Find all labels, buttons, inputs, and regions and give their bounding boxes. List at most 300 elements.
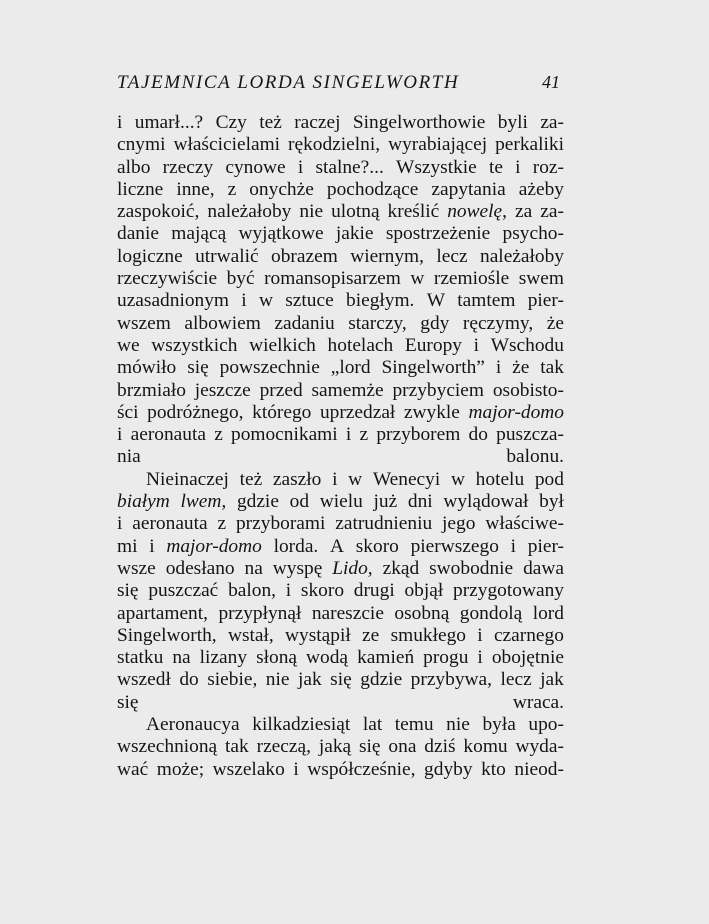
word: hotelu: [475, 468, 525, 490]
word: powszechnie: [219, 357, 320, 379]
word-group: [330, 669, 352, 691]
word: właściwe-: [485, 513, 564, 535]
word-group: [117, 647, 163, 669]
word: aeronauta: [132, 513, 208, 535]
word-group: [463, 313, 533, 335]
word-group: [213, 759, 285, 781]
word-group: [474, 335, 479, 357]
word-group: [411, 536, 499, 558]
word: i: [495, 357, 502, 379]
word: kreślić: [387, 201, 440, 223]
word: do: [468, 424, 488, 446]
word: wielu: [319, 491, 363, 513]
word-group: [117, 179, 163, 201]
word-group: [383, 558, 420, 580]
word: temu: [394, 714, 434, 736]
word-group: [354, 580, 395, 602]
word-group: [515, 201, 532, 223]
word-group: [173, 134, 280, 156]
word: lord: [532, 602, 564, 624]
word-group: [117, 669, 171, 691]
text-segment: nia balonu.: [117, 446, 564, 468]
word-group: [482, 714, 515, 736]
word: za-: [540, 201, 564, 223]
word-group: [535, 469, 564, 491]
word-group: [117, 223, 159, 245]
word: którego: [252, 401, 312, 423]
word: albowiem: [184, 312, 261, 334]
word-group: [249, 179, 314, 201]
word-group: [240, 469, 263, 491]
word-group: [117, 603, 208, 625]
word-group: [443, 491, 528, 513]
word: pod: [534, 468, 564, 490]
text-line: [117, 335, 564, 357]
word-group: [494, 625, 564, 647]
word-group: [117, 201, 199, 223]
word: liczne: [117, 178, 164, 200]
word: ze: [362, 624, 380, 646]
word-group: [285, 625, 351, 647]
text-line: [117, 246, 564, 268]
word-group: [266, 669, 290, 691]
text-line: [117, 536, 564, 558]
word: że: [512, 357, 530, 379]
word: uzasadnionym: [117, 290, 230, 312]
word-group: [519, 179, 564, 201]
word: się: [117, 580, 139, 602]
word-group: [298, 157, 303, 179]
word-group: [547, 313, 564, 335]
word: „lord: [330, 357, 371, 379]
word-group: [420, 313, 449, 335]
word-group: [514, 759, 564, 781]
word-group: [446, 714, 470, 736]
word-group: [172, 647, 190, 669]
italic-word: major-domo: [166, 535, 262, 557]
word: jak: [297, 669, 322, 691]
word-group: [348, 313, 407, 335]
word-group: [228, 580, 276, 602]
word: nieod-: [514, 758, 564, 780]
word: rękodzielni,: [288, 134, 381, 156]
word-group: [311, 380, 383, 402]
word: samemże: [311, 379, 384, 401]
word-group: [290, 491, 309, 513]
text-line: [117, 357, 564, 379]
word: nie: [299, 201, 324, 223]
word: rzeczy: [162, 156, 214, 178]
word: jaką: [318, 736, 352, 758]
word-group: [131, 424, 206, 446]
word-group: [320, 491, 363, 513]
word-group: [228, 625, 274, 647]
word: wyspę: [272, 557, 323, 579]
word-group: [523, 558, 564, 580]
word: utrwalić: [195, 245, 259, 267]
word: nie: [446, 714, 470, 736]
word: pier-: [527, 535, 564, 557]
word-group: [259, 290, 273, 312]
word: Wschodu: [490, 334, 564, 356]
word-group: [328, 335, 394, 357]
word: podróżnego,: [147, 401, 244, 423]
text-line: [117, 290, 564, 312]
word-group: [493, 380, 564, 402]
word: swem: [518, 268, 564, 290]
text-line: [117, 759, 564, 781]
word: pier-: [527, 290, 564, 312]
word: biegłym.: [346, 290, 415, 312]
word-group: [540, 112, 564, 134]
word-group: [301, 580, 344, 602]
word: raczej: [294, 112, 341, 133]
word: byli: [497, 112, 528, 133]
word: był: [539, 491, 564, 513]
word: jak: [540, 669, 564, 691]
word: komu: [463, 736, 508, 758]
word-group: [117, 380, 186, 402]
word-group: [117, 491, 170, 513]
paragraph: [117, 714, 564, 781]
word-group: [460, 603, 522, 625]
text-line: [117, 179, 564, 201]
book-page: [117, 72, 564, 781]
word-group: [319, 736, 351, 758]
word: Singelworth”: [381, 357, 485, 379]
word: pochodzące: [326, 178, 419, 200]
word-group: [404, 580, 443, 602]
text-line: [117, 157, 564, 179]
word: kilkadziesiąt: [252, 714, 351, 736]
word-group: [423, 647, 468, 669]
word: cnymi: [117, 134, 166, 156]
word-group: [218, 603, 301, 625]
running-head: [117, 72, 564, 102]
word: hotelach: [327, 334, 394, 356]
word-group: [225, 736, 249, 758]
word: umarł...?: [134, 112, 204, 133]
word: zatrudnieniu: [335, 513, 433, 535]
text-line: [117, 692, 564, 714]
word: inne,: [176, 178, 215, 200]
word: dziś: [424, 736, 456, 758]
word: w: [258, 290, 273, 312]
word-group: [236, 513, 325, 535]
word-group: [463, 736, 507, 758]
word: zaszło: [272, 468, 322, 490]
word: wiernym,: [350, 245, 424, 267]
word: z: [214, 424, 223, 446]
word: właścicielami: [173, 134, 281, 156]
word-group: [357, 647, 414, 669]
word: zwykle: [403, 401, 460, 423]
word: skoro: [300, 580, 345, 602]
word-group: [453, 580, 564, 602]
word: należałoby: [207, 201, 292, 223]
text-line: [117, 134, 564, 156]
word-group: [241, 290, 246, 312]
word-group: [315, 157, 383, 179]
word-group: [360, 669, 402, 691]
text-line: [117, 625, 564, 647]
word: też: [259, 112, 282, 133]
word-group: [392, 380, 484, 402]
word-group: [424, 736, 455, 758]
word: puszczać: [148, 580, 219, 602]
word-group: [489, 157, 503, 179]
word-group: [533, 603, 564, 625]
word-group: [117, 625, 217, 647]
word-group: [434, 268, 509, 290]
word-group: [117, 580, 139, 602]
word: Singelworth,: [117, 624, 217, 646]
word: wyda-: [515, 736, 564, 758]
word-group: [146, 469, 229, 491]
word-group: [457, 290, 515, 312]
word-group: [195, 380, 251, 402]
word: przybyciem: [392, 379, 484, 401]
word: od: [289, 491, 310, 513]
word: uprzedzał: [319, 401, 396, 423]
word: zadaniu: [274, 312, 335, 334]
word-group: [388, 736, 416, 758]
word-group: [200, 647, 247, 669]
word: w: [348, 468, 363, 490]
word-group: [117, 134, 165, 156]
word: się: [187, 357, 209, 379]
word: i: [293, 758, 299, 780]
word-group: [171, 223, 226, 245]
word: wać: [117, 758, 149, 780]
word-group: [442, 513, 475, 535]
word-group: [259, 112, 282, 134]
word: Singelworthowie: [352, 112, 486, 133]
word-group: [117, 558, 156, 580]
word-group: [515, 157, 520, 179]
word-group: [285, 290, 333, 312]
text-line: [117, 201, 564, 223]
word-group: [176, 179, 214, 201]
word: ażeby: [518, 178, 564, 200]
italic-word: białym: [117, 491, 170, 513]
word-group: [540, 357, 564, 379]
word: i: [473, 334, 480, 356]
word: Europy: [404, 334, 462, 356]
word: Czy: [215, 112, 247, 133]
word-group: [495, 134, 564, 156]
word: i: [285, 580, 292, 602]
word-group: [249, 335, 316, 357]
word: lat: [362, 714, 383, 736]
word: siebie,: [207, 669, 258, 691]
word-group: [227, 268, 255, 290]
word: smukłego: [390, 624, 466, 646]
text-line: [117, 669, 564, 691]
word-group: [348, 469, 362, 491]
word: brzmiało: [117, 379, 186, 401]
word: zkąd: [382, 557, 420, 579]
word: wyjątkowe: [238, 223, 324, 245]
word-group: [528, 290, 564, 312]
word: z: [227, 178, 237, 200]
word-group: [207, 201, 291, 223]
word-group: [166, 536, 262, 558]
text-line: [117, 469, 564, 491]
text-line: [117, 112, 564, 134]
word-group: [117, 246, 183, 268]
word: tamtem: [457, 290, 516, 312]
text-segment: się wraca.: [117, 691, 564, 713]
word: wystąpił: [285, 624, 351, 646]
word: skoro: [355, 535, 399, 557]
word-group: [346, 290, 414, 312]
word: Wenecyi: [372, 468, 441, 490]
word-group: [117, 112, 122, 134]
word-group: [331, 357, 371, 379]
paragraph: [117, 469, 564, 714]
word-group: [540, 669, 564, 691]
word: Aeronaucya: [146, 714, 240, 736]
text-line: [117, 268, 564, 290]
word: i: [117, 513, 123, 535]
word: że: [546, 312, 564, 334]
word-group: [327, 179, 419, 201]
word: we: [117, 334, 140, 356]
word: tak: [540, 357, 564, 379]
word-group: [260, 380, 303, 402]
word: rzeczą,: [256, 736, 311, 758]
word-group: [346, 424, 351, 446]
word: stalne?...: [315, 156, 384, 178]
word-group: [320, 402, 395, 424]
word-group: [330, 536, 344, 558]
word: lorda.: [273, 535, 319, 557]
word: onychże: [249, 178, 314, 200]
word: wszem: [117, 312, 171, 334]
word: A: [330, 535, 345, 557]
word: tak: [225, 736, 249, 758]
word-group: [353, 112, 486, 134]
word-group: [394, 603, 449, 625]
word: wszelako: [212, 758, 285, 780]
word-group: [405, 335, 462, 357]
word: ręczymy,: [462, 312, 534, 334]
word-group: [356, 536, 399, 558]
word-group: [447, 201, 507, 223]
word-group: [307, 759, 415, 781]
word: być: [226, 268, 255, 290]
word-group: [496, 424, 564, 446]
word-group: [117, 402, 139, 424]
word-group: [469, 402, 565, 424]
word-group: [117, 736, 217, 758]
word: ,: [502, 201, 508, 223]
word-group: [166, 558, 235, 580]
word-group: [149, 536, 154, 558]
word-group: [273, 558, 323, 580]
word-group: [132, 513, 207, 535]
word-group: [148, 580, 218, 602]
word-group: [306, 647, 348, 669]
word-group: [503, 223, 564, 245]
word-group: [336, 223, 374, 245]
text-line: [117, 380, 564, 402]
word: wodą: [306, 647, 349, 669]
word: upo-: [528, 714, 564, 736]
italic-word: lwem,: [180, 491, 227, 513]
word-group: [511, 536, 516, 558]
word: objął: [404, 580, 444, 602]
word: apartament,: [117, 602, 208, 624]
word-group: [151, 335, 237, 357]
word-group: [207, 669, 257, 691]
word: wszechnioną: [117, 736, 218, 758]
word-group: [245, 558, 263, 580]
text-line: [117, 603, 564, 625]
word-group: [404, 402, 460, 424]
word: osobisto-: [492, 379, 564, 401]
word: wszystkich: [151, 334, 238, 356]
word-group: [427, 290, 445, 312]
word-group: [264, 268, 401, 290]
word: jakie: [335, 223, 374, 245]
word: puszcza-: [496, 424, 564, 446]
word: już: [373, 491, 398, 513]
word-group: [396, 157, 477, 179]
word: przybywa,: [410, 669, 492, 691]
word-group: [187, 357, 209, 379]
word-group: [252, 714, 350, 736]
word-group: [220, 357, 320, 379]
word-group: [451, 469, 465, 491]
word-group: [350, 246, 424, 268]
word: dni: [407, 491, 433, 513]
word: mającą: [171, 223, 227, 245]
word-group: [163, 157, 214, 179]
word: romansopisarzem: [264, 268, 401, 290]
word-group: [515, 736, 563, 758]
word: spostrzeżenie: [385, 223, 491, 245]
word: i: [297, 156, 304, 178]
word-group: [117, 424, 122, 446]
text-line: [117, 714, 564, 736]
word-group: [373, 491, 397, 513]
word-group: [382, 357, 485, 379]
word-group: [498, 112, 528, 134]
word: rzeczywiście: [117, 268, 218, 290]
word: progu: [423, 647, 469, 669]
word: balon,: [228, 580, 276, 602]
word: za-: [540, 112, 564, 133]
word: wstał,: [227, 624, 274, 646]
word-group: [388, 134, 487, 156]
word: na: [244, 557, 263, 579]
word-group: [237, 491, 279, 513]
word: odesłano: [165, 557, 235, 579]
word: się: [330, 669, 352, 691]
text-line: [117, 736, 564, 758]
word: do: [179, 669, 199, 691]
word: pierwszego: [410, 535, 499, 557]
word-group: [273, 469, 321, 491]
word: dawa: [523, 557, 564, 579]
word-group: [395, 714, 434, 736]
text-line: [117, 402, 564, 424]
word: obojętnie: [491, 647, 564, 669]
text-line: [117, 647, 564, 669]
word-group: [539, 491, 564, 513]
